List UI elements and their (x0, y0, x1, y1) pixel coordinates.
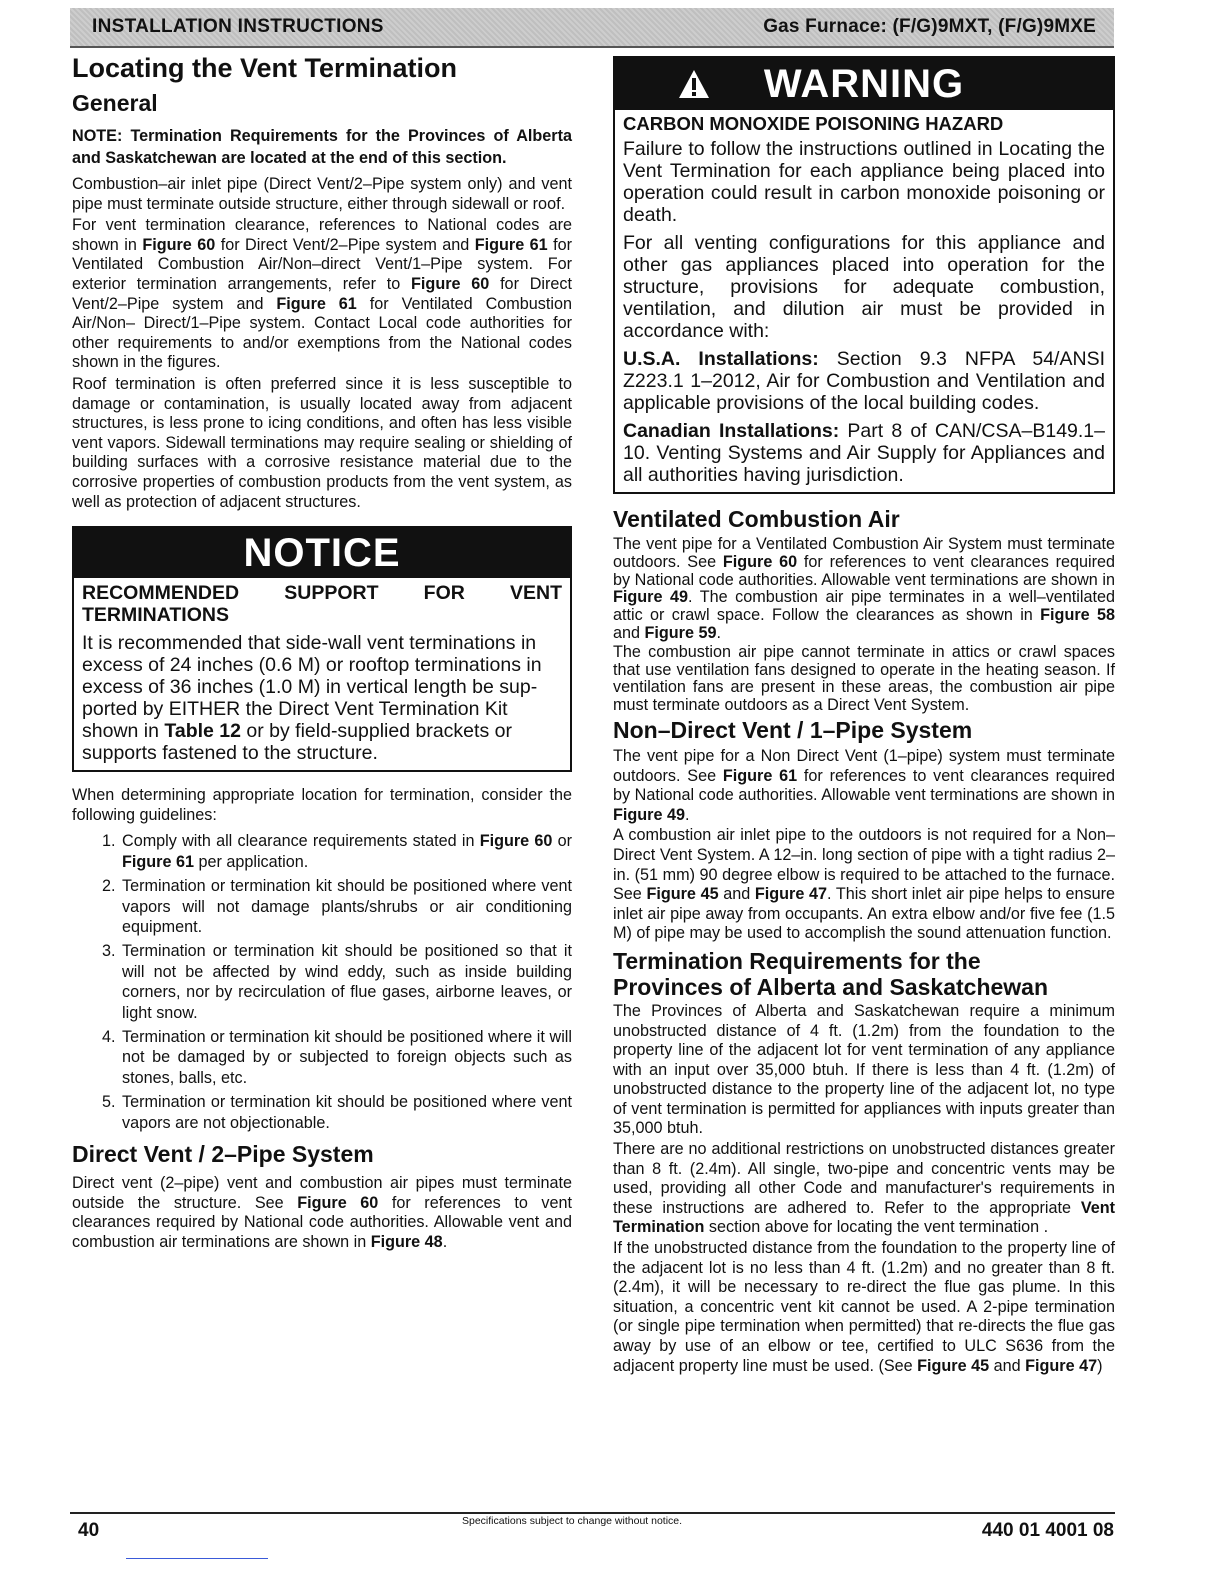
warning-usa: U.S.A. Installations: Section 9.3 NFPA 54/ANSI Z223.1 1–2012, Air for Combustion and Ventilation and applicable provisions of the local building codes. (623, 348, 1105, 414)
notice-box (72, 526, 572, 772)
general-paragraph-2: For vent termination clearance, references to National codes are shown in Figure 60 for Direct Vent/2–Pipe system and Figure 61 for Ventilated Combustion Air/Non–direct Vent/1–Pipe system. For exterior termination arrangements, refer to Figure 60 for Direct Vent/2–Pipe system and Figure 61 for Ventilated Combustion Air/Non– Direct/1–Pipe system. Contact Local code authorities for other requirements to and/or exemptions from the National codes shown in the figures. (72, 216, 573, 372)
nd-paragraph-1: The vent pipe for a Non Direct Vent (1–pipe) system must terminate outdoors. See Figure 61 for references to vent clearances required by National code authorities. Allowable vent terminations are shown in Figure 49. (613, 746, 1116, 824)
warning-banner (615, 58, 1113, 110)
tr-paragraph-2: There are no additional restrictions on unobstructed distances greater than 8 ft. (2.4m). All single, two-pipe and concentric vents may be used, providing all other Code and manufacturer's requirements in these instructions are adhered to. Refer to the appropriate Vent Termination section above for locating the vent termination . (613, 1140, 1115, 1237)
general-paragraph-3: Roof termination is often preferred since it is less susceptible to damage or contamination, is usually located away from adjacent structures, is less prone to icing conditions, and often has less visible vent vapors. Sidewall terminations may require sealing or shielding of building surfaces with a corrosive resistance material due to the corrosive properties of combustion products from the vent system, as well as protection of adjacent structures. (72, 374, 572, 511)
footer-rule (70, 1512, 1115, 1514)
right-column (613, 56, 1115, 1377)
figure-60-ref: Figure 60 (142, 235, 216, 254)
list-item: 1. Comply with all clearance requirements stated in Figure 60 or Figure 61 per application. (120, 831, 572, 872)
vca-paragraph-1: The vent pipe for a Ventilated Combustion Air System must terminate outdoors. See Figure 60 for references to vent clearances required by National code authorities. Allowable vent terminations are shown in Figure 49. The combustion air pipe terminates in a well–ventilated attic or crawl space. Follow the clearances as shown in Figure 58 and Figure 59. (613, 535, 1116, 642)
notice-subtitle-line-1: RECOMMENDED SUPPORT FOR VENT (82, 582, 562, 605)
figure-60-ref: Figure 60 (411, 274, 490, 293)
general-paragraph-1: Combustion–air inlet pipe (Direct Vent/2–Pipe system only) and vent pipe must terminate outside structure, either through sidewall or roof. (72, 175, 572, 213)
page-number: 40 (78, 1520, 100, 1541)
guidelines-intro: When determining appropriate location for termination, consider the following guidelines: (72, 786, 572, 824)
warning-box (613, 56, 1115, 494)
termination-requirements-heading-2: Provinces of Alberta and Saskatchewan (613, 973, 1049, 1000)
direct-vent-paragraph: Direct vent (2–pipe) vent and combustion air pipes must terminate outside the structure. See Figure 60 for references to vent clearances required by National code authorities. Allowable vent and combustion air terminations are shown in Figure 48. (72, 1173, 573, 1251)
header-section-title: INSTALLATION INSTRUCTIONS (92, 16, 384, 37)
document-number: 440 01 4001 08 (981, 1520, 1114, 1541)
nd-paragraph-2: A combustion air inlet pipe to the outdoors is not required for a Non–Direct Vent System. A 12–in. long section of pipe with a tight radius 2–in. (51 mm) 90 degree elbow is required to be attached to the furnace. See Figure 45 and Figure 47. This short inlet air pipe helps to ensure inlet air pipe away from occupants. An extra elbow and/or five fee (1.5 M) of pipe may be used to accomplish the sound attenuation function. (613, 826, 1115, 943)
general-heading: General (72, 90, 158, 116)
warning-triangle-icon (677, 68, 711, 100)
guidelines-list (72, 831, 572, 1133)
vca-paragraph-2: The combustion air pipe cannot terminate in attics or crawl spaces that use ventilation fans designed to operate in the heating season. If ventilation fans are present in these areas, the combustion air pipe must terminate outdoors as a Direct Vent System. (613, 642, 1115, 715)
page-title: Locating the Vent Termination (72, 53, 458, 83)
ventilated-combustion-air-heading: Ventilated Combustion Air (613, 506, 900, 532)
list-item: 3. Termination or termination kit should be positioned so that it will not be affected by wind eddy, such as inside building corners, nor by recirculation of flue gases, airborne leaves, or light snow. (120, 941, 572, 1023)
page-header (70, 8, 1114, 48)
figure-61-ref: Figure 61 (474, 235, 548, 254)
notice-title: NOTICE (74, 528, 570, 578)
footer-disclaimer: Specifications subject to change without notice. (462, 1515, 683, 1527)
left-column (72, 52, 572, 1253)
warning-canada: Canadian Installations: Part 8 of CAN/CSA–B149.1–10. Venting Systems and Air Supply for Appliances and all authorities having jurisdiction. (623, 420, 1105, 486)
figure-61-ref: Figure 61 (276, 294, 357, 313)
notice-body: It is recommended that side-wall vent terminations in excess of 24 inches (0.6 M) or rooftop terminations in excess of 36 inches (1.0 M) in vertical length be sup- ported by EITHER the Direct Vent Termination Kit shown in Table 12 or by field-supplied brackets or supports fastened to the structure. (82, 632, 542, 765)
non-direct-vent-heading: Non–Direct Vent / 1–Pipe System (613, 716, 973, 743)
tr-paragraph-3: If the unobstructed distance from the foundation to the property line of the adjacent lot is no less than 4 ft. (1.2m) and no greater than 8 ft. (2.4m), it will be necessary to re-direct the flue gas plume. In this situation, a concentric vent kit cannot be used. A 2-pipe termination (or single pipe termination when permitted) that re-directs the flue gas away by use of an elbow or tee, certified to ULC S636 from the adjacent property line must be used. (See Figure 45 and Figure 47) (613, 1239, 1115, 1375)
tr-paragraph-1: The Provinces of Alberta and Saskatchewan require a minimum unobstructed distance of 4 ft. (1.2m) from the foundation to the property line of the adjacent lot for vent termination of any appliance with an input over 35,000 btuh. If there is less than 4 ft. (1.2m) of unobstructed distance to the property line of the adjacent lot, no type of vent termination is permitted for appliances with inputs greater than 35,000 btuh. (613, 1001, 1115, 1138)
warning-subtitle: CARBON MONOXIDE POISONING HAZARD (623, 113, 1004, 134)
warning-paragraph-2: For all venting configurations for this appliance and other gas appliances placed into operation for the structure, provisions for adequate combustion, ventilation, and dilution air must be provided in accordance with: (623, 232, 1105, 342)
direct-vent-heading: Direct Vent / 2–Pipe System (72, 1140, 374, 1167)
list-item: 4. Termination or termination kit should be positioned where it will not be damaged by or subjected to foreign objects such as stones, balls, etc. (120, 1027, 572, 1088)
warning-title: WARNING (763, 62, 965, 106)
list-item: 2. Termination or termination kit should be positioned where vent vapors will not damage plants/shrubs or air conditioning equipment. (120, 876, 572, 937)
notice-subtitle-line-2: TERMINATIONS (82, 604, 229, 627)
table-12-ref: Table 12 (164, 720, 241, 743)
footer-link-underline (126, 1558, 268, 1559)
alberta-note: NOTE: Termination Requirements for the Provinces of Alberta and Saskatchewan are located at the end of this section. (72, 127, 572, 167)
termination-requirements-heading-1: Termination Requirements for the (613, 947, 981, 974)
list-item: 5. Termination or termination kit should be positioned where vent vapors are not objectionable. (120, 1092, 572, 1133)
warning-paragraph-1: Failure to follow the instructions outlined in Locating the Vent Termination for each appliance being placed into operation could result in carbon monoxide poisoning or death. (623, 138, 1105, 226)
header-product-name: Gas Furnace: (F/G)9MXT, (F/G)9MXE (763, 16, 1096, 37)
